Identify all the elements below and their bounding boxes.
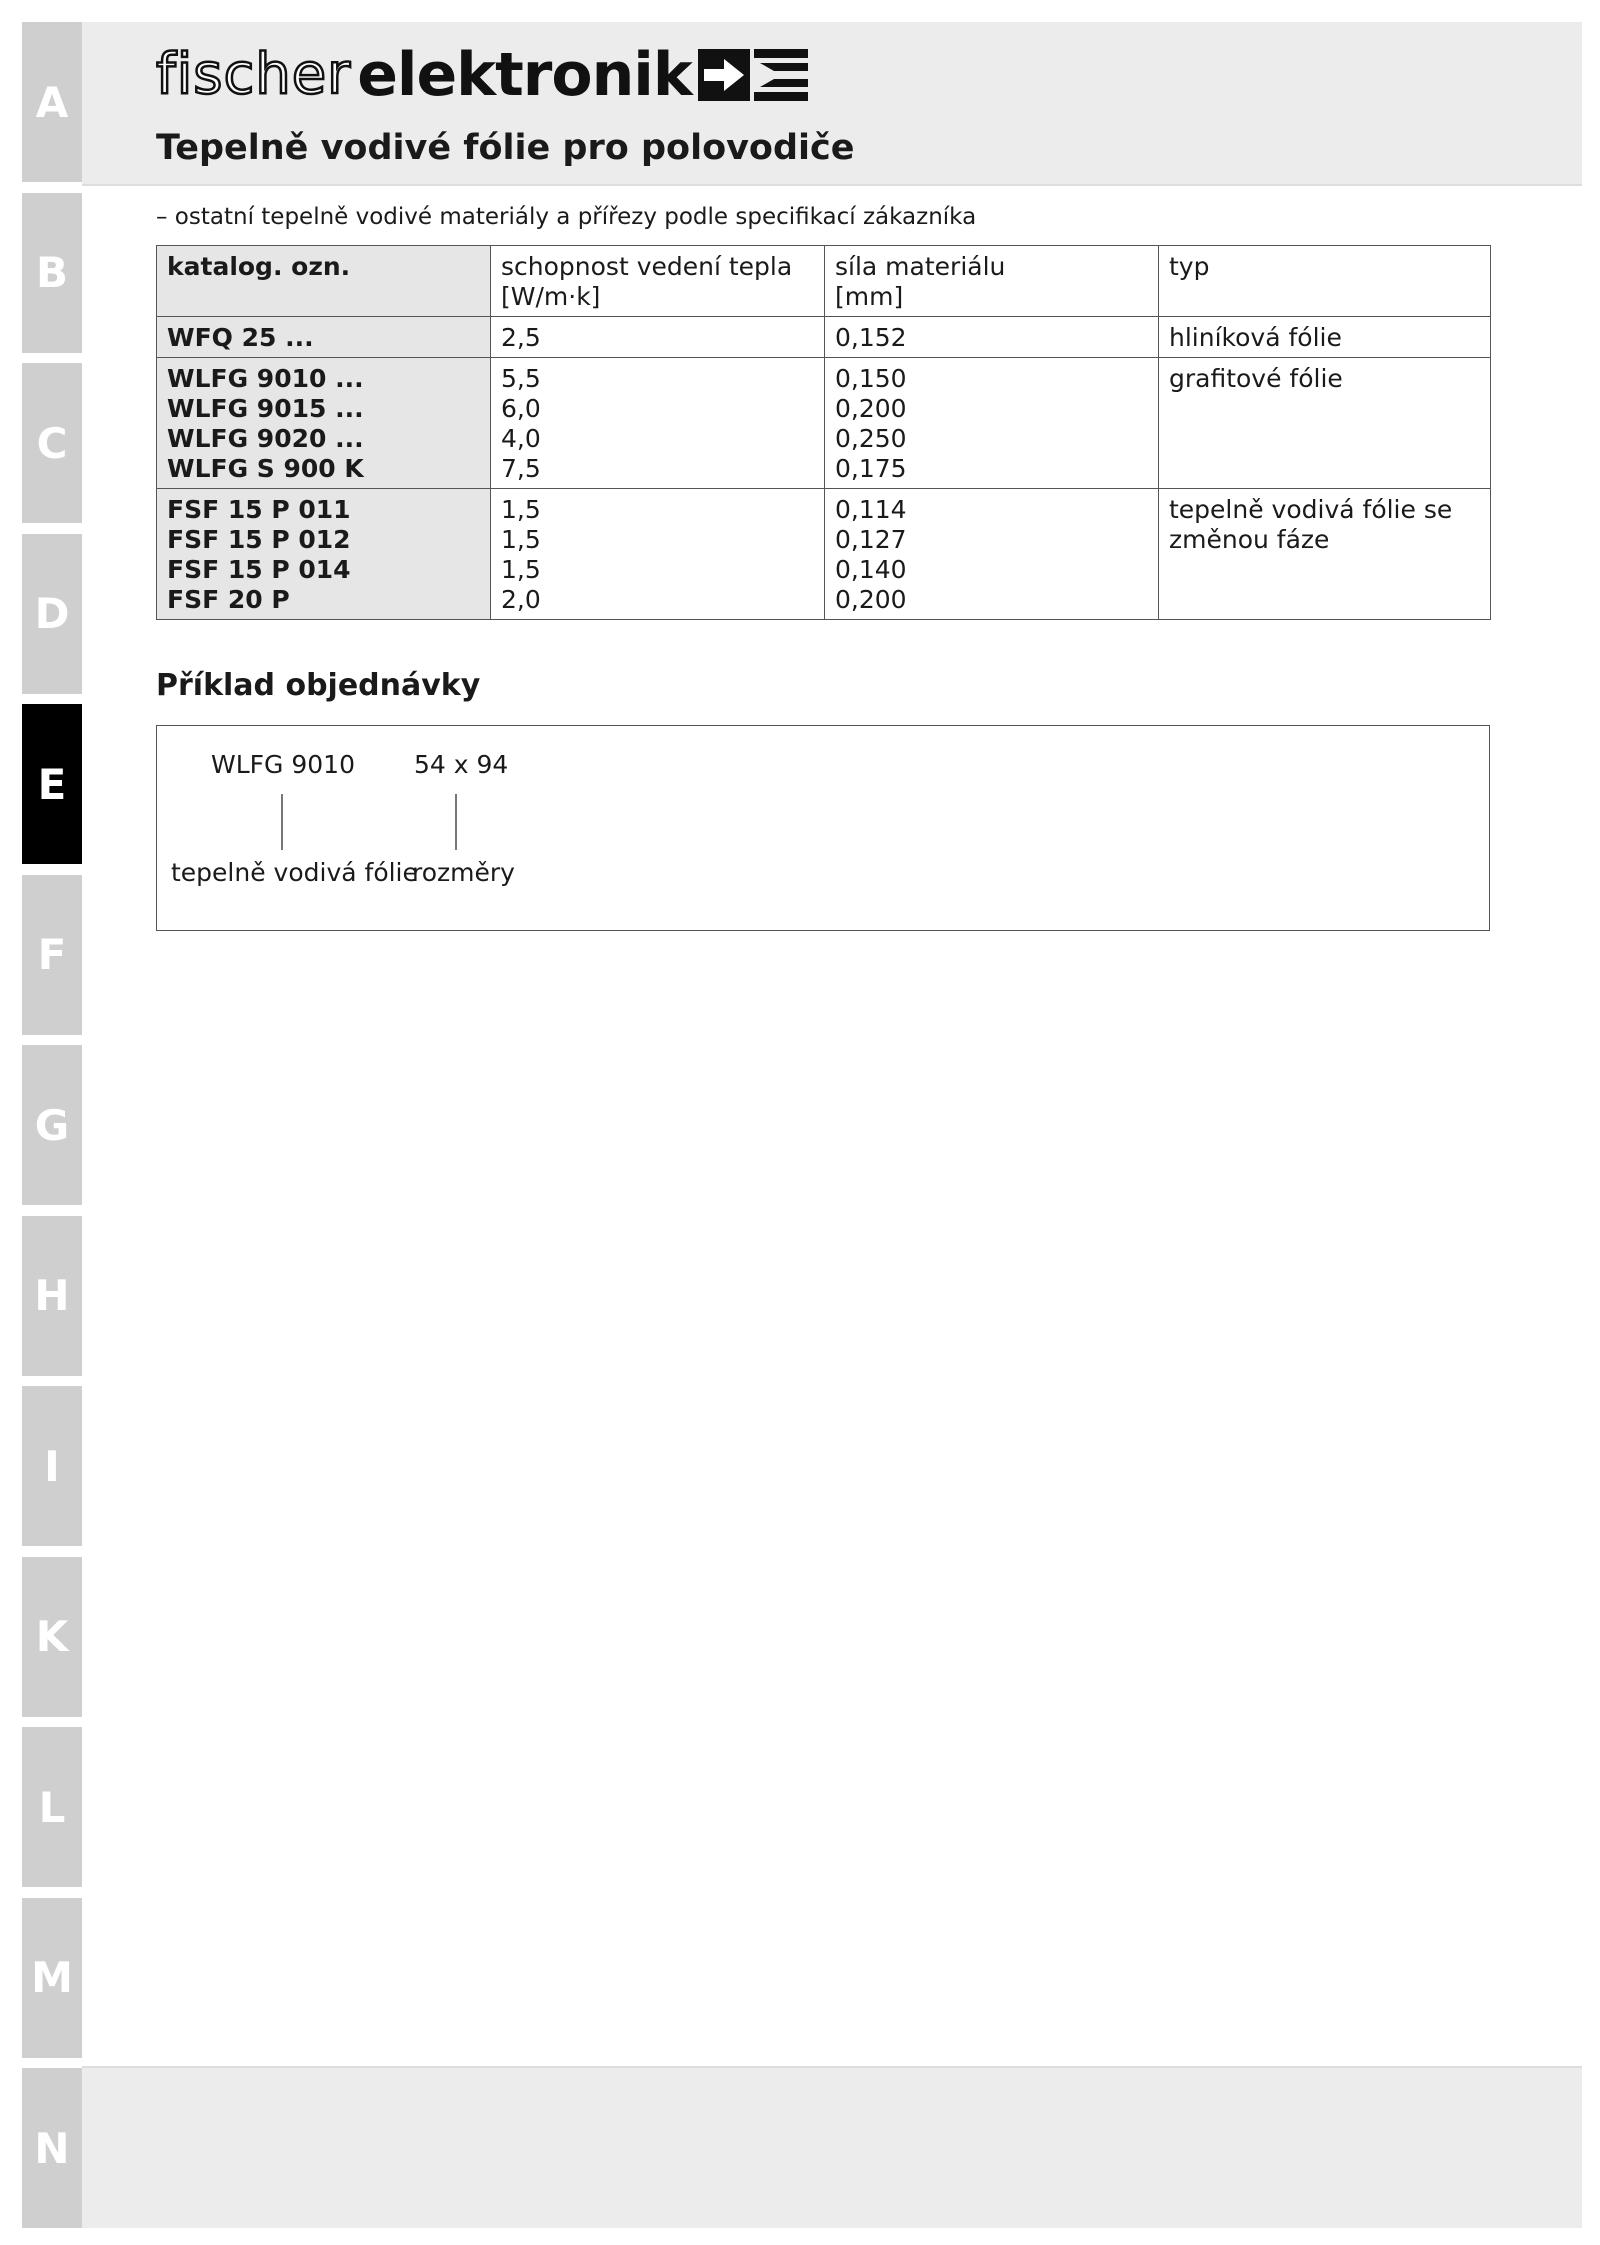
tab-i[interactable]: I bbox=[22, 1386, 82, 1546]
tab-h[interactable]: H bbox=[22, 1216, 82, 1376]
cell-conductivity bbox=[491, 489, 825, 620]
cell-type bbox=[1159, 489, 1491, 620]
cell-type-line: změnou fáze bbox=[1169, 525, 1330, 554]
cell-catalog-line: WLFG S 900 K bbox=[167, 454, 364, 483]
cell-catalog-line: WLFG 9010 ... bbox=[167, 364, 364, 393]
cell-catalog-line: WLFG 9020 ... bbox=[167, 424, 364, 453]
cell-type bbox=[1159, 358, 1491, 489]
cell-conductivity-line: 2,0 bbox=[501, 585, 541, 614]
example-size: 54 x 94 bbox=[414, 750, 509, 779]
cell-thickness-line: 0,175 bbox=[835, 454, 907, 483]
table-row bbox=[157, 358, 1491, 489]
code-connector-line bbox=[281, 794, 283, 850]
cell-conductivity-line: 5,5 bbox=[501, 364, 541, 393]
fischer-elektronik-logo bbox=[156, 42, 810, 108]
cell-catalog-line: FSF 15 P 012 bbox=[167, 525, 351, 554]
tab-f[interactable]: F bbox=[22, 875, 82, 1035]
cell-type-line: hliníková fólie bbox=[1169, 323, 1342, 352]
cell-thickness bbox=[825, 317, 1159, 358]
cell-conductivity-line: 1,5 bbox=[501, 555, 541, 584]
tab-k[interactable]: K bbox=[22, 1557, 82, 1717]
tab-l[interactable]: L bbox=[22, 1727, 82, 1887]
cell-thickness-line: 0,140 bbox=[835, 555, 907, 584]
cell-type-line: grafitové fólie bbox=[1169, 364, 1343, 393]
spec-table bbox=[156, 245, 1491, 620]
tab-e[interactable]: E bbox=[22, 704, 82, 864]
cell-thickness-line: 0,150 bbox=[835, 364, 907, 393]
cell-thickness-line: 0,200 bbox=[835, 394, 907, 423]
intro-text: – ostatní tepelně vodivé materiály a přířezy podle specifikací zákazníka bbox=[156, 204, 977, 230]
example-code: WLFG 9010 bbox=[211, 750, 355, 779]
tab-m[interactable]: M bbox=[22, 1898, 82, 2058]
table-header-row bbox=[157, 246, 1491, 317]
table-row bbox=[157, 317, 1491, 358]
cell-conductivity-line: 7,5 bbox=[501, 454, 541, 483]
cell-type bbox=[1159, 317, 1491, 358]
tab-c[interactable]: C bbox=[22, 363, 82, 523]
order-example-box bbox=[156, 725, 1490, 931]
cell-thickness-line: 0,200 bbox=[835, 585, 907, 614]
cell-thickness bbox=[825, 358, 1159, 489]
page-title: Tepelně vodivé fólie pro polovodiče bbox=[156, 128, 855, 168]
cell-conductivity-line: 4,0 bbox=[501, 424, 541, 453]
cell-conductivity bbox=[491, 358, 825, 489]
header-thickness: síla materiálu [mm] bbox=[825, 246, 1159, 317]
table-row bbox=[157, 489, 1491, 620]
cell-conductivity-line: 1,5 bbox=[501, 525, 541, 554]
cell-catalog bbox=[157, 358, 491, 489]
cell-conductivity-line: 2,5 bbox=[501, 323, 541, 352]
header-catalog: katalog. ozn. bbox=[157, 246, 491, 317]
header-type: typ bbox=[1159, 246, 1491, 317]
tab-d[interactable]: D bbox=[22, 534, 82, 694]
logo-arrow-icon bbox=[698, 47, 810, 103]
cell-thickness-line: 0,127 bbox=[835, 525, 907, 554]
size-connector-line bbox=[455, 794, 457, 850]
logo-text-fischer: fischer bbox=[156, 42, 352, 107]
cell-catalog bbox=[157, 489, 491, 620]
cell-conductivity-line: 6,0 bbox=[501, 394, 541, 423]
cell-catalog-line: WLFG 9015 ... bbox=[167, 394, 364, 423]
footer-band bbox=[82, 2066, 1582, 2228]
cell-catalog-line: FSF 20 P bbox=[167, 585, 290, 614]
cell-thickness-line: 0,114 bbox=[835, 495, 907, 524]
cell-thickness-line: 0,152 bbox=[835, 323, 907, 352]
tab-n[interactable]: N bbox=[22, 2068, 82, 2228]
example-code-label: tepelně vodivá fólie bbox=[171, 858, 418, 887]
example-title: Příklad objednávky bbox=[156, 668, 481, 703]
cell-thickness-line: 0,250 bbox=[835, 424, 907, 453]
example-size-label: rozměry bbox=[412, 858, 515, 887]
cell-catalog-line: FSF 15 P 011 bbox=[167, 495, 351, 524]
cell-thickness bbox=[825, 489, 1159, 620]
tab-a[interactable]: A bbox=[22, 22, 82, 182]
cell-conductivity bbox=[491, 317, 825, 358]
logo-text-elektronik: elektronik bbox=[357, 40, 692, 110]
cell-conductivity-line: 1,5 bbox=[501, 495, 541, 524]
cell-catalog-line: FSF 15 P 014 bbox=[167, 555, 351, 584]
cell-catalog bbox=[157, 317, 491, 358]
header-conductivity: schopnost vedení tepla [W/m·k] bbox=[491, 246, 825, 317]
cell-type-line: tepelně vodivá fólie se bbox=[1169, 495, 1453, 524]
tab-g[interactable]: G bbox=[22, 1045, 82, 1205]
cell-catalog-line: WFQ 25 ... bbox=[167, 323, 314, 352]
tab-b[interactable]: B bbox=[22, 193, 82, 353]
